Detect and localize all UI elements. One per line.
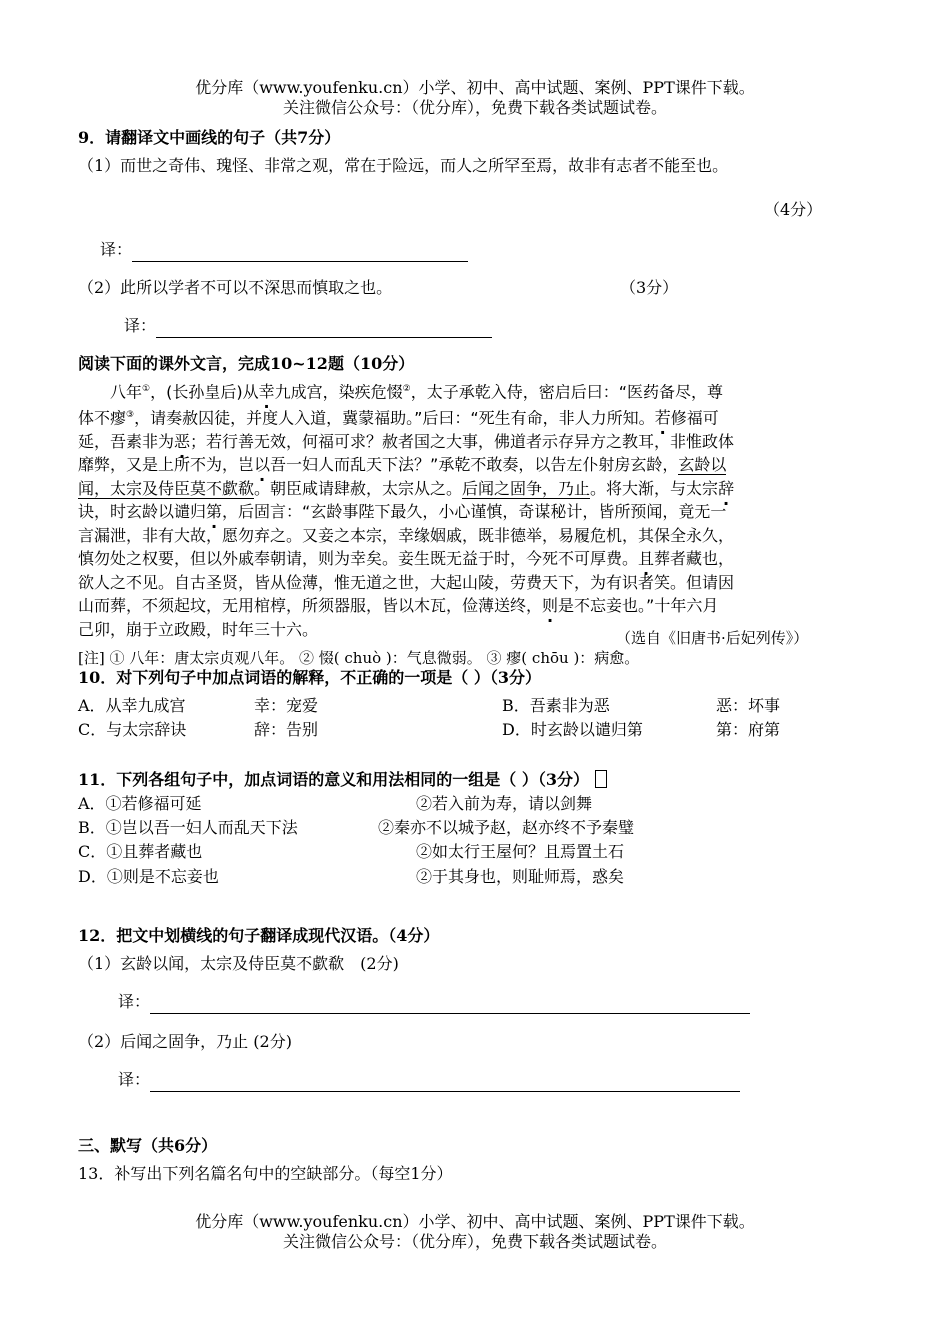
- q10-option-b-gloss: 恶：坏事: [716, 696, 781, 715]
- q11-title: [78, 768, 607, 792]
- footer-line-1: 优分库（www.youfenku.cn）小学、初中、高中试题、案例、PPT课件下载。: [195, 1212, 755, 1231]
- translate-label: 译：: [118, 992, 151, 1011]
- placeholder-box: [595, 770, 607, 788]
- q11-option-b-2: ②秦亦不以城予赵，赵亦终不予秦璧: [378, 818, 635, 837]
- answer-line[interactable]: [132, 243, 468, 262]
- q9-item2: （2）此所以学者不可以不深思而慎取之也。: [78, 278, 393, 297]
- q10-option-a[interactable]: A．从幸九成宫: [78, 696, 186, 715]
- translate-label: 译：: [100, 240, 133, 259]
- q10-title: 10．对下列句子中加点词语的解释，不正确的一项是（ ）（3分）: [78, 668, 541, 687]
- q9-translate-2: [124, 314, 492, 338]
- q11-option-a[interactable]: A．①若修福可延: [78, 794, 202, 813]
- q12-title: 12．把文中划横线的句子翻译成现代汉语。（4分）: [78, 926, 440, 945]
- passage-note: [注] ① 八年：唐太宗贞观八年。 ② 惙( chuò )：气息微弱。 ③ 瘳( chōu )：病愈。: [78, 649, 640, 667]
- q13-text: 13．补写出下列名篇名句中的空缺部分。（每空1分）: [78, 1164, 453, 1183]
- q11-option-d[interactable]: D．①则是不忘妾也: [78, 867, 219, 886]
- footer-line-2: 关注微信公众号：（优分库），免费下载各类试题试卷。: [282, 1232, 667, 1251]
- q10-option-c-gloss: 辞：告别: [254, 720, 319, 739]
- q11-option-c[interactable]: C．①且葬者藏也: [78, 842, 203, 861]
- header-line-2: 关注微信公众号：（优分库），免费下载各类试题试卷。: [282, 98, 667, 117]
- translate-label: 译：: [118, 1070, 151, 1089]
- q11-option-c-2: ②如太行王屋何？且焉置土石: [416, 842, 625, 861]
- q10-option-d[interactable]: D．时玄龄以谴归第: [502, 720, 643, 739]
- header-line-1: 优分库（www.youfenku.cn）小学、初中、高中试题、案例、PPT课件下载。: [195, 78, 755, 97]
- q10-option-d-gloss: 第：府第: [716, 720, 781, 739]
- classical-passage: 八年①，(长孙皇后)从幸九成宫，染疾危惙②，太子承乾入侍，密启后曰：“医药备尽，尊 体不瘳③，请奏赦囚徒，并度人入道，冀蒙福助。”后曰：“死生有命，非人力所知。若修福可 延，吾素非为恶；若行善无效，何福可求？赦者国之大事，佛道者示存异方之教耳，非惟政体 靡弊，又是上所不为，岂以吾一妇人而乱天下法？”承乾不敢奏，以告左仆射房玄龄，玄龄以 闻，太宗及侍臣莫不歔欷。朝臣咸请肆赦，太宗从之。后闻之固争，乃止。将大渐，与太宗辞 诀，时玄龄以谴归第，后固言：“玄龄事陛下最久，小心谨慎，奇谋秘计，皆所预闻，竟无一 言漏泄，非有大故，愿勿弃之。又妾之本宗，幸缘姻戚，既非德举，易履危机，其保全永久， 慎勿处之权要，但以外戚奉朝请，则为幸矣。妾生既无益于时，今死不可厚费。且葬者藏也， 欲人之不见。自古圣贤，皆从俭薄，惟无道之世，大起山陵，劳费天下，为有识者笑。但请因 山而葬，不须起坟，无用棺椁，所须器服，皆以木瓦，俭薄送终，则是不忘妾也。”十年六月 己卯，崩于立政殿，时年三十六。: [78, 382, 735, 639]
- q9-title: 9．请翻译文中画线的句子（共7分）: [78, 128, 341, 147]
- q12-translate-1: [118, 990, 750, 1014]
- q10-option-b[interactable]: B．吾素非为恶: [502, 696, 610, 715]
- answer-line[interactable]: [156, 319, 492, 338]
- translate-label: 译：: [124, 316, 157, 335]
- q11-option-b[interactable]: B．①岂以吾一妇人而乱天下法: [78, 818, 298, 837]
- q9-translate-1: [100, 238, 468, 262]
- q12-item1: （1）玄龄以闻，太宗及侍臣莫不歔欷 (2分): [78, 954, 399, 973]
- passage-source: （选自《旧唐书·后妃列传》）: [616, 629, 809, 647]
- q9-item1: （1）而世之奇伟、瑰怪、非常之观，常在于险远，而人之所罕至焉，故非有志者不能至也。: [78, 156, 729, 175]
- reading-title: 阅读下面的课外文言，完成10~12题（10分）: [78, 354, 415, 373]
- q11-title-text: 11．下列各组句子中，加点词语的意义和用法相同的一组是（ ）（3分）: [78, 770, 589, 789]
- q10-option-a-gloss: 幸：宠爱: [254, 696, 319, 715]
- answer-line[interactable]: [150, 995, 750, 1014]
- q10-option-c[interactable]: C．与太宗辞诀: [78, 720, 187, 739]
- q9-item1-score: （4分）: [764, 200, 823, 219]
- q9-item2-score: （3分）: [620, 278, 679, 297]
- section3-title: 三、默写（共6分）: [78, 1136, 218, 1155]
- q12-item2: （2）后闻之固争，乃止 (2分): [78, 1032, 292, 1051]
- answer-line[interactable]: [150, 1073, 740, 1092]
- q11-option-d-2: ②于其身也，则耻师焉，惑矣: [416, 867, 625, 886]
- q12-translate-2: [118, 1068, 740, 1092]
- q11-option-a-2: ②若入前为寿，请以剑舞: [416, 794, 593, 813]
